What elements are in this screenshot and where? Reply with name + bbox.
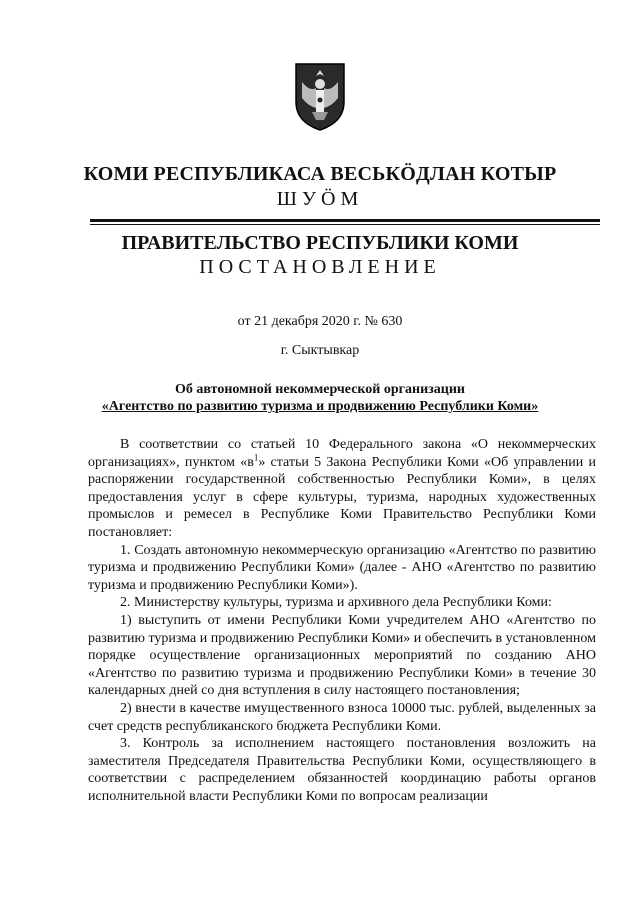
header-divider-thin [90,224,600,225]
clause-2: 2. Министерству культуры, туризма и архивного дела Республики Коми: [120,595,552,611]
preamble-superscript: 1 [253,451,259,462]
header-divider-thick [90,219,600,222]
document-title-line2: «Агентство по развитию туризма и продвижению Республики Коми» [101,399,539,414]
clause-3: 3. Контроль за исполнением настоящего постановления возложить на заместителя Председателя Правительства Республики Коми, осуществляющего в соответствии с распределением обязанностей координацию работы органов исполнительной власти Республики Коми по вопросам реализации [88,736,596,804]
document-date-number: от 21 декабря 2020 г. № 630 [237,314,403,329]
preamble-text-b: » статьи 5 Закона Республики Коми «Об управлении и распоряжении государственной собственностью Республики Коми», в целях предоставления услуг в сфере культуры, туризма, народных художественных промыслов и ремесел в Республике Коми Правительство Республики Коми постановляет: [88,454,596,540]
document-title-line1: Об автономной некоммерческой организации [175,382,465,397]
preamble-paragraph [88,436,596,542]
clause-2-item-1: 1) выступить от имени Республики Коми учредителем АНО «Агентство по развитию туризма и продвижению Республики Коми» и обеспечить в установленном порядке осуществление организационных мероприятий по созданию АНО «Агентство по развитию туризма и продвижению Республики Коми» в течение 30 календарных дней со дня вступления в силу настоящего постановления; [88,612,596,699]
clause-1: 1. Создать автономную некоммерческую организацию «Агентство по развитию туризма и продвижению Республики Коми» (далее - АНО «Агентство по развитию туризма и продвижению Республики Коми»). [88,542,596,593]
document-body [88,436,596,805]
coat-of-arms-icon [294,62,346,132]
preamble-text-a: В соответствии со статьей 10 Федерального закона «О некоммерческих организациях», пунктом «в [88,437,596,470]
komi-title: КОМИ РЕСПУБЛИКАСА ВЕСЬКÖДЛАН КОТЫР [83,163,557,185]
document-city: г. Сыктывкар [280,343,360,358]
document-type: ПОСТАНОВЛЕНИЕ [199,256,441,278]
clause-2-item-2: 2) внести в качестве имущественного взноса 10000 тыс. рублей, выделенных за счет средств республиканского бюджета Республики Коми. [88,700,596,734]
komi-subtitle: ШУÖМ [276,188,364,210]
government-title: ПРАВИТЕЛЬСТВО РЕСПУБЛИКИ КОМИ [121,232,519,254]
document-title [0,381,640,415]
